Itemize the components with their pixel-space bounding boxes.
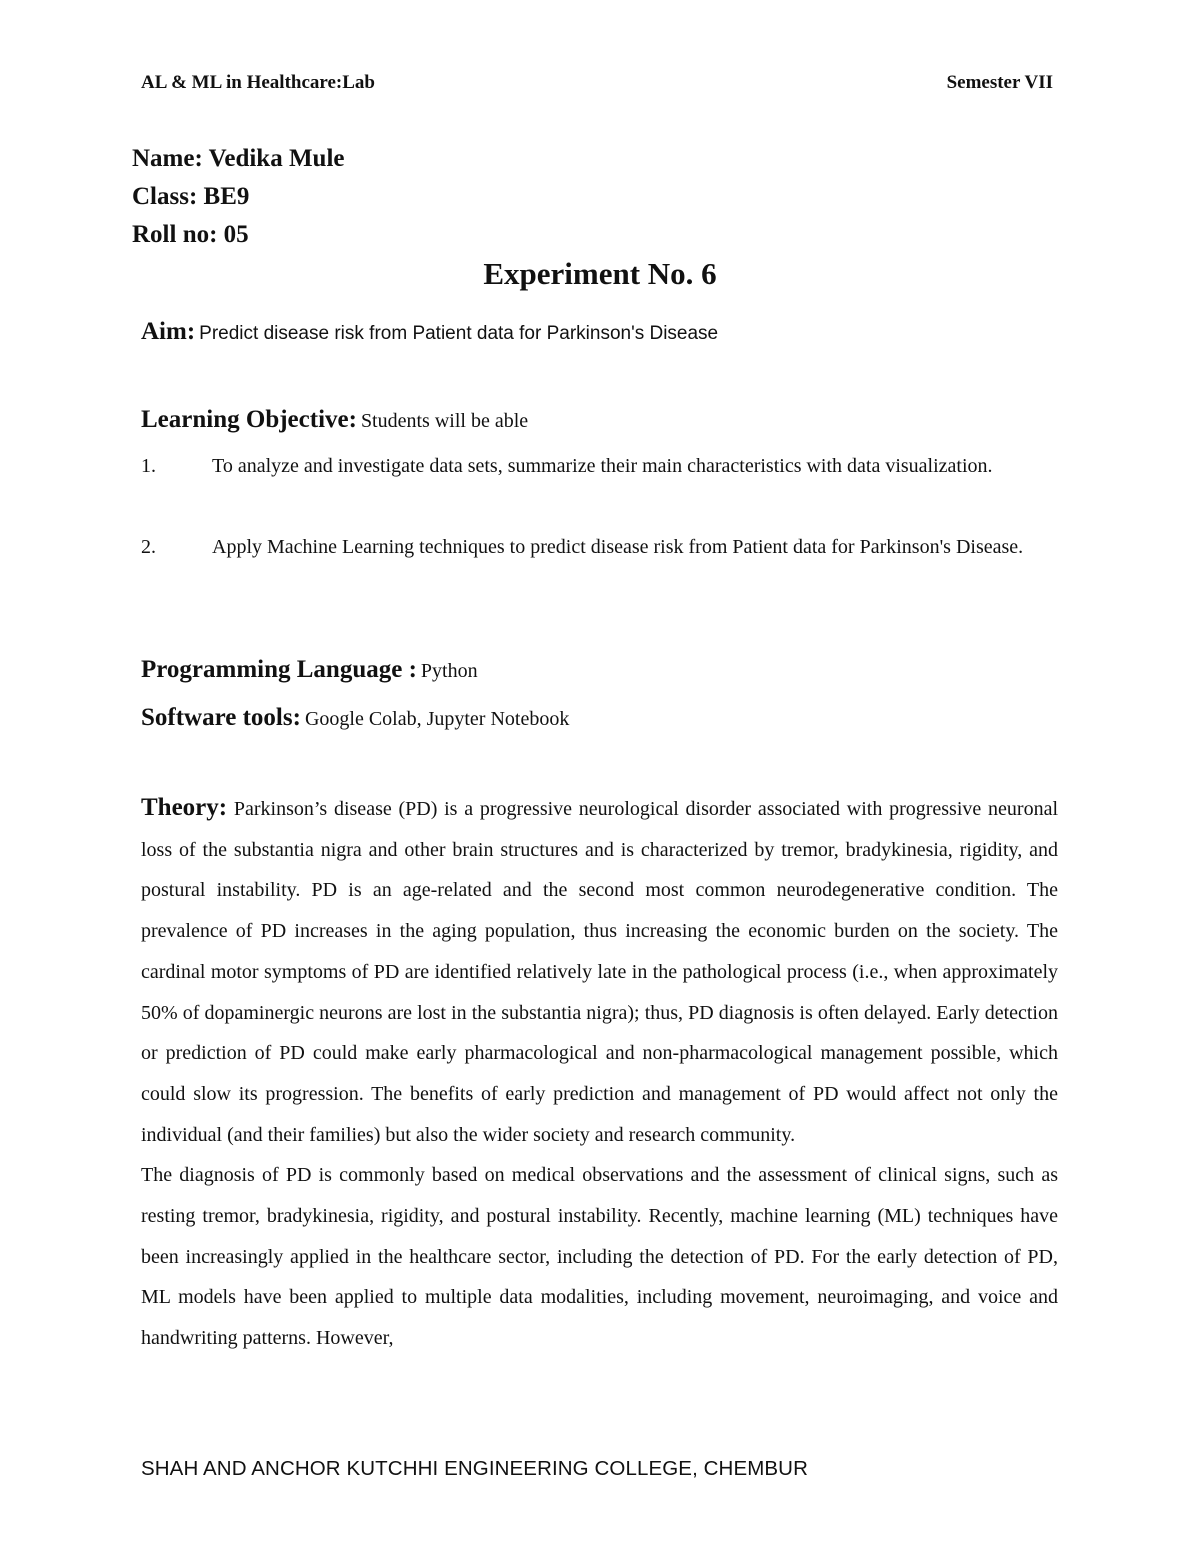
theory-text-1: Parkinson’s disease (PD) is a progressive neurological disorder associated with progressive neuronal loss of the substantia nigra and other brain structures and is characterized by tremor, bradykinesia, rigidity, and postural instability. PD is an age-related and the second most common neurodegenerative condition. The prevalence of PD increases in the aging population, thus increasing the economic burden on the society. The cardinal motor symptoms of PD are identified relatively late in the pathological process (i.e., when approximately 50% of dopaminergic neurons are lost in the substantia nigra); thus, PD diagnosis is often delayed. Early detection or prediction of PD could make early pharmacological and non-pharmacological management possible, which could slow its progression. The benefits of early prediction and management of PD would affect not only the individual (and their families) but also the wider society and research community. <box>141 798 1059 1146</box>
objective-text: Apply Machine Learning techniques to predict disease risk from Patient data for Parkinson's Disease. <box>212 536 1024 558</box>
theory-paragraph-2: The diagnosis of PD is commonly based on medical observations and the assessment of clinical signs, such as resting tremor, bradykinesia, rigidity, and postural instability. Recently, machine learning (ML) techniques have been increasingly applied in the healthcare sector, including the detection of PD. For the early detection of PD, ML models have been applied to multiple data modalities, including movement, neuroimaging, and voice and handwriting patterns. However, <box>141 1164 1058 1350</box>
learning-objective-label: Learning Objective: <box>141 406 357 433</box>
objective-item <box>141 527 1056 568</box>
student-name: Name: Vedika Mule <box>132 145 345 172</box>
learning-objective-intro: Students will be able <box>360 410 529 432</box>
theory-label: Theory: <box>141 794 228 821</box>
theory-section <box>141 788 1058 1359</box>
experiment-title: Experiment No. 6 <box>483 256 717 291</box>
student-info <box>132 140 345 254</box>
student-class: Class: BE9 <box>132 183 250 210</box>
software-tools-label: Software tools: <box>141 704 301 731</box>
programming-language-label: Programming Language : <box>141 656 417 683</box>
course-title: AL & ML in Healthcare:Lab <box>141 72 375 93</box>
software-tools-section <box>141 704 1056 732</box>
software-tools-value: Google Colab, Jupyter Notebook <box>304 708 570 730</box>
programming-language-value: Python <box>420 660 478 682</box>
objective-text: To analyze and investigate data sets, summarize their main characteristics with data visualization. <box>212 455 993 477</box>
objective-item <box>141 446 1056 487</box>
aim-label: Aim: <box>141 318 196 345</box>
student-roll: Roll no: 05 <box>132 221 249 248</box>
page-header <box>141 72 1053 94</box>
objective-number: 2. <box>141 536 156 558</box>
theory-paragraph-1 <box>141 788 1058 1155</box>
programming-language-section <box>141 656 1056 684</box>
page-footer: SHAH AND ANCHOR KUTCHHI ENGINEERING COLLEGE, CHEMBUR <box>141 1457 808 1480</box>
objective-number: 1. <box>141 455 156 477</box>
aim-text: Predict disease risk from Patient data for Parkinson's Disease <box>199 323 719 344</box>
semester-label: Semester VII <box>946 72 1053 93</box>
aim-section <box>141 318 1056 346</box>
learning-objective-section <box>141 406 1056 434</box>
